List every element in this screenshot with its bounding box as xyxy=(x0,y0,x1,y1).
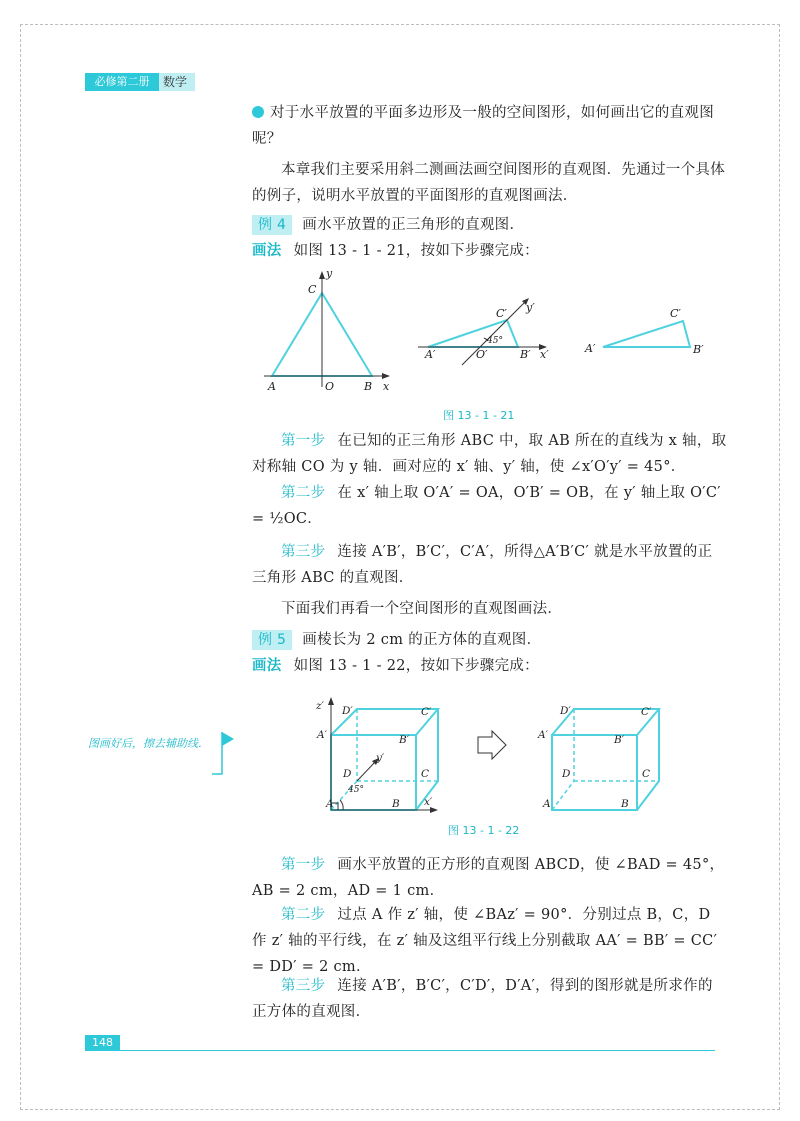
label-b-cube: B xyxy=(392,798,400,810)
example5-step1 xyxy=(252,852,727,904)
cube2-hidden-diag xyxy=(552,781,574,810)
example4-heading xyxy=(252,212,727,238)
label-cp2: C′ xyxy=(670,307,681,320)
zp-arrow xyxy=(328,697,334,705)
example4-step3 xyxy=(252,539,727,591)
ex5-step3-text: 连接 A′B′，B′C′，C′D′，D′A′，得到的图形就是所求作的正方体的直观图． xyxy=(252,978,713,1020)
ex5-step2-label: 第二步 xyxy=(281,907,326,923)
step3-text: 连接 A′B′，B′C′，C′A′，所得△A′B′C′ 就是水平放置的正三角形 ABC 的直观图． xyxy=(252,544,713,586)
figure-caption-22: 图 13 - 1 - 22 xyxy=(448,824,520,837)
label-d: D xyxy=(343,768,352,780)
label-c: C xyxy=(308,283,317,296)
figure-13-1-21 xyxy=(250,265,730,395)
label-o: O xyxy=(325,380,335,393)
ex5-step3-label: 第三步 xyxy=(281,978,326,994)
label-ap2-cube: A′ xyxy=(538,729,548,741)
label-x: x xyxy=(383,380,390,393)
page-number: 148 xyxy=(85,1035,120,1051)
side-note: 图画好后，擦去辅助线． xyxy=(88,737,209,750)
example4-step1 xyxy=(252,428,727,480)
label-xp: x′ xyxy=(540,348,549,361)
label-a-cube: A xyxy=(326,798,334,810)
label-d2: D xyxy=(562,768,571,780)
label-dp2: D′ xyxy=(560,705,571,717)
arrow-right-icon xyxy=(478,731,506,759)
label-cp2-cube: C′ xyxy=(641,706,652,718)
yp-axis-cube xyxy=(357,761,376,781)
flag-pole xyxy=(212,732,222,774)
yp-axis xyxy=(462,302,525,365)
label-bp-cube: B′ xyxy=(399,734,410,746)
label-yp-cube: y′ xyxy=(376,752,385,764)
triangle-final xyxy=(603,321,690,347)
y-arrow xyxy=(319,271,325,279)
method-label: 画法 xyxy=(252,243,282,259)
ex5-step1-text: 画水平放置的正方形的直观图 ABCD，使 ∠BAD = 45°，AB = 2 cm，AD = 1 cm． xyxy=(252,857,725,899)
label-ap: A′ xyxy=(425,348,436,361)
step3-label: 第三步 xyxy=(281,544,326,560)
footer-line xyxy=(120,1050,715,1051)
label-bp2: B′ xyxy=(693,343,704,356)
label-c-cube: C xyxy=(421,768,430,780)
figure-caption-21: 图 13 - 1 - 21 xyxy=(443,409,515,422)
label-op: O′ xyxy=(476,348,488,361)
label-zp: z′ xyxy=(316,700,324,712)
angle-arc-cube xyxy=(340,800,343,810)
example5-heading xyxy=(252,627,727,653)
label-45-cube: 45° xyxy=(348,785,364,795)
label-yp: y′ xyxy=(526,301,535,314)
triangle-apbpcp xyxy=(428,320,518,347)
example5-label: 例 5 xyxy=(252,630,292,650)
method-text-5: 如图 13 - 1 - 22，按如下步骤完成： xyxy=(293,658,539,674)
flag-icon xyxy=(222,732,234,746)
cube2-right xyxy=(637,709,659,810)
label-a2: A xyxy=(543,798,551,810)
bullet-icon xyxy=(252,106,264,118)
side-note-marker xyxy=(210,730,236,778)
method-label-5: 画法 xyxy=(252,658,282,674)
label-cp: C′ xyxy=(496,307,507,320)
subject-title: 数学 xyxy=(163,75,188,89)
ex5-step2-text: 过点 A 作 z′ 轴，使 ∠BAz′ = 90°．分别过点 B，C，D 作 z′ 轴的平行线，在 z′ 轴及这组平行线上分别截取 AA′ = BB′ = CC′ = DD′ = 2 cm． xyxy=(252,907,718,975)
example5-method xyxy=(252,653,727,679)
intro-question: 对于水平放置的平面多边形及一般的空间图形，如何画出它的直观图呢？ xyxy=(252,105,714,147)
example5-title: 画棱长为 2 cm 的正方体的直观图． xyxy=(302,632,542,648)
label-ap-cube: A′ xyxy=(317,729,327,741)
label-bp2-cube: B′ xyxy=(614,734,625,746)
example4-step2 xyxy=(252,480,727,532)
figure-13-1-22 xyxy=(316,695,666,815)
label-a: A xyxy=(268,380,276,393)
example4-method xyxy=(252,238,727,264)
x-arrow xyxy=(382,373,390,379)
label-xp-cube: x′ xyxy=(424,796,433,808)
label-c2: C xyxy=(642,768,651,780)
example4-label: 例 4 xyxy=(252,215,292,235)
label-y: y xyxy=(326,267,333,280)
example4-title: 画水平放置的正三角形的直观图． xyxy=(302,217,525,233)
cube-right xyxy=(416,709,438,810)
ex5-step1-label: 第一步 xyxy=(281,857,326,873)
example5-step2 xyxy=(252,902,727,980)
label-ap2: A′ xyxy=(585,342,596,355)
method-text: 如图 13 - 1 - 21，按如下步骤完成： xyxy=(293,243,539,259)
step1-text: 在已知的正三角形 ABC 中，取 AB 所在的直线为 x 轴，取对称轴 CO 为 y 轴．画对应的 x′ 轴、y′ 轴，使 ∠x′O′y′ = 45°． xyxy=(252,433,727,475)
transition-text: 下面我们再看一个空间图形的直观图画法． xyxy=(281,601,563,617)
label-45: 45° xyxy=(487,336,503,346)
step2-text: 在 x′ 轴上取 O′A′ = OA，O′B′ = OB，在 y′ 轴上取 O′C′ = ½OC． xyxy=(252,485,721,527)
step1-label: 第一步 xyxy=(281,433,326,449)
label-dp: D′ xyxy=(342,705,353,717)
book-tag: 必修第二册 xyxy=(85,73,159,91)
example5-step3 xyxy=(252,973,727,1025)
label-b2: B xyxy=(621,798,629,810)
label-b: B xyxy=(364,380,373,393)
step2-label: 第二步 xyxy=(281,485,326,501)
label-cp-cube: C′ xyxy=(421,706,432,718)
intro-text: 本章我们主要采用斜二测画法画空间图形的直观图．先通过一个具体的例子，说明水平放置的平面图形的直观图画法． xyxy=(252,162,725,204)
label-bp: B′ xyxy=(520,348,531,361)
